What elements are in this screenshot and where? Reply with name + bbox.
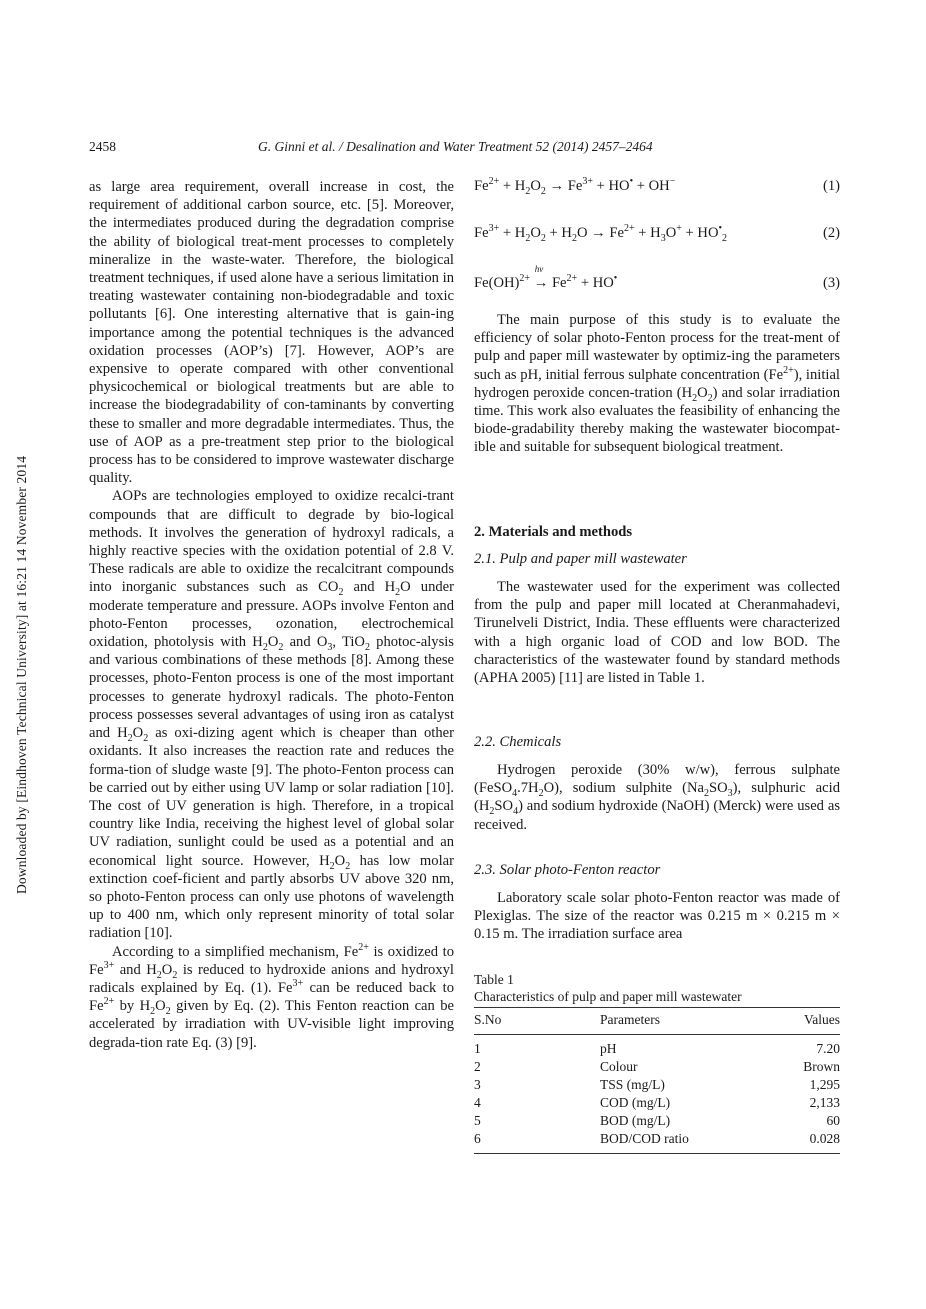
table-title: Characteristics of pulp and paper mill wastewater [474, 989, 742, 1004]
paragraph-mechanism: According to a simplified mechanism, $Fe^{2+}$ is oxidized to $Fe^{3+}$ and $H_2O_2$ is reduced to hydroxide anions and hydroxyl radicals explained by Eq. (1). $Fe^{3+}$ can be reduced back to $Fe^{2+}$ by $H_2O_2$ given by Eq. (2). This Fenton reaction can be accelerated by irradiation with UV-visible light improving degrada-tion rate Eq. (3) [9]. [89, 941, 454, 1051]
table-top-rule [474, 1007, 840, 1008]
equation-number: (3) [822, 275, 840, 291]
section-heading-materials: 2. Materials and methods [474, 524, 633, 540]
subsection-heading-reactor: 2.3. Solar photo-Fenton reactor [474, 862, 661, 878]
equation-number: (2) [822, 225, 840, 241]
table-row: 4 COD (mg/L) 2,133 [474, 1095, 840, 1110]
column-header-parameters: Parameters [600, 1012, 660, 1027]
column-header-values: Values [804, 1012, 840, 1027]
table-row: 5 BOD (mg/L) 60 [474, 1113, 840, 1128]
column-header-sno: S.No [474, 1012, 502, 1027]
table-row: 3 TSS (mg/L) 1,295 [474, 1077, 840, 1092]
subsection-heading-wastewater: 2.1. Pulp and paper mill wastewater [474, 551, 687, 567]
equation-2: $Fe^{3+} + H_2O_2 + H_2O \to Fe^{2+} + H_3O^+ + HO^•_2$ (2) [474, 223, 840, 244]
equation-1: $Fe^{2+} + H_2O_2 \to Fe^{3+} + HO^• + OH^-$ (1) [474, 176, 840, 197]
table-row: 1 pH 7.20 [474, 1041, 840, 1056]
page-number: 2458 [89, 139, 116, 154]
running-title: G. Ginni et al. / Desalination and Water Treatment 52 (2014) 2457–2464 [258, 139, 653, 154]
table-row: 6 BOD/COD ratio 0.028 [474, 1131, 840, 1146]
equation-3: Fe(OH)$^{2+}$ → hν $Fe^{2+} + HO^•$ (3) [474, 264, 840, 291]
left-column [89, 178, 454, 1052]
paragraph-wastewater: The wastewater used for the experiment was collected from the pulp and paper mill located at Cheranmahadevi, Tirunelveli District, India. These effluents were characterized with a high organic load of COD and low BOD. The characteristics of the wastewater found by standard methods (APHA 2005) [11] are listed in Table 1. [474, 579, 840, 687]
table-bottom-rule [474, 1153, 840, 1154]
paragraph-purpose: The main purpose of this study is to evaluate the efficiency of solar photo-Fenton process for the treat-ment of pulp and paper mill wastewater by optimiz-ing the parameters such as pH, initial ferrous sulphate concentration $(Fe^{2+})$, initial hydrogen peroxide concen-tration $(H_2O_2)$ and solar irradiation time. This work also evaluates the feasibility of enhancing the biode-gradability thereby making the wastewater biocompat-ible and suitable for subsequent biological treatment. [474, 312, 840, 456]
table-caption [474, 971, 742, 1005]
subsection-heading-chemicals: 2.2. Chemicals [474, 734, 562, 750]
paragraph-intro-continued: as large area requirement, overall increase in cost, the requirement of additional carbon source, etc. [5]. Moreover, the intermediates produced during the degradation comprise the ability of biological treat-ment processes to completely mineralize in the waste-water. Therefore, the biological treatment techniques, if used alone have a serious limitation in treating wastewater containing non-biodegradable and toxic pollutants [6]. One interesting alternative that is gain-ing importance among the potential techniques is the advanced oxidation processes (AOP’s) [7]. However, AOP’s are expensive to operate compared with other conventional physicochemical or biological treatments but are able to increase the biodegradability of con-taminants by converting these to smaller and more degradable intermediates. Thus, the use of AOP as a pre-treatment step prior to the biological process has to be considered to improve wastewater discharge quality. [89, 179, 454, 487]
paragraph-reactor: Laboratory scale solar photo-Fenton reactor was made of Plexiglas. The size of the reactor was 0.215 m × 0.215 m × 0.15 m. The irradiation surface area [474, 890, 840, 943]
equation-number: (1) [822, 178, 840, 194]
paragraph-chemicals: Hydrogen peroxide (30% w/w), ferrous sulphate $(FeSO_4.7H_2O)$, sodium sulphite $(Na_2SO_3)$, sulphuric acid $(H_2SO_4)$ and sodium hydroxide (NaOH) (Merck) were used as received. [474, 762, 840, 833]
download-note: Downloaded by [Eindhoven Technical University] at 16:21 14 November 2014 [14, 455, 29, 894]
table-row: 2 Colour Brown [474, 1059, 840, 1074]
paragraph-aops: AOPs are technologies employed to oxidize recalci-trant compounds that are difficult to degrade by bio-logical methods. It involves the generation of hydroxyl radicals, a highly reactive species with the oxidation potential of 2.8 V. These radicals are able to oxidize the recalcitrant compounds into inorganic substances such as $CO_2$ and $H_2O$ under moderate temperature and pressure. AOPs involve Fenton and photo-Fenton processes, ozonation, electrochemical oxidation, photolysis with $H_2O_2$ and $O_3$, TiO$_2$ photoc-alysis and various combinations of these methods [8]. Among these processes, photo-Fenton process is one of the most important processes to generate hydroxyl radicals. The photo-Fenton process possesses several advantages of using iron as catalyst and $H_2O_2$ as oxi-dizing agent which is cheaper than other oxidants. It also increases the reaction rate and reduces the forma-tion of sludge waste [9]. The photo-Fenton process can be carried out by either using UV lamp or solar radiation [10]. The cost of UV generation is high. Therefore, in a tropical country like India, receiving the highest level of global solar UV radiation, sunlight could be used as a potential and an economical light source. However, $H_2O_2$ has low molar extinction coef-ficient and partly absorbs UV above 320 nm, so photo-Fenton process can only use photons of wavelength up to 400 nm, which only represent minority of total solar radiation [10]. [89, 488, 454, 942]
table-label: Table 1 [474, 972, 514, 987]
table-header-rule [474, 1034, 840, 1035]
table-header-row [474, 1012, 840, 1030]
